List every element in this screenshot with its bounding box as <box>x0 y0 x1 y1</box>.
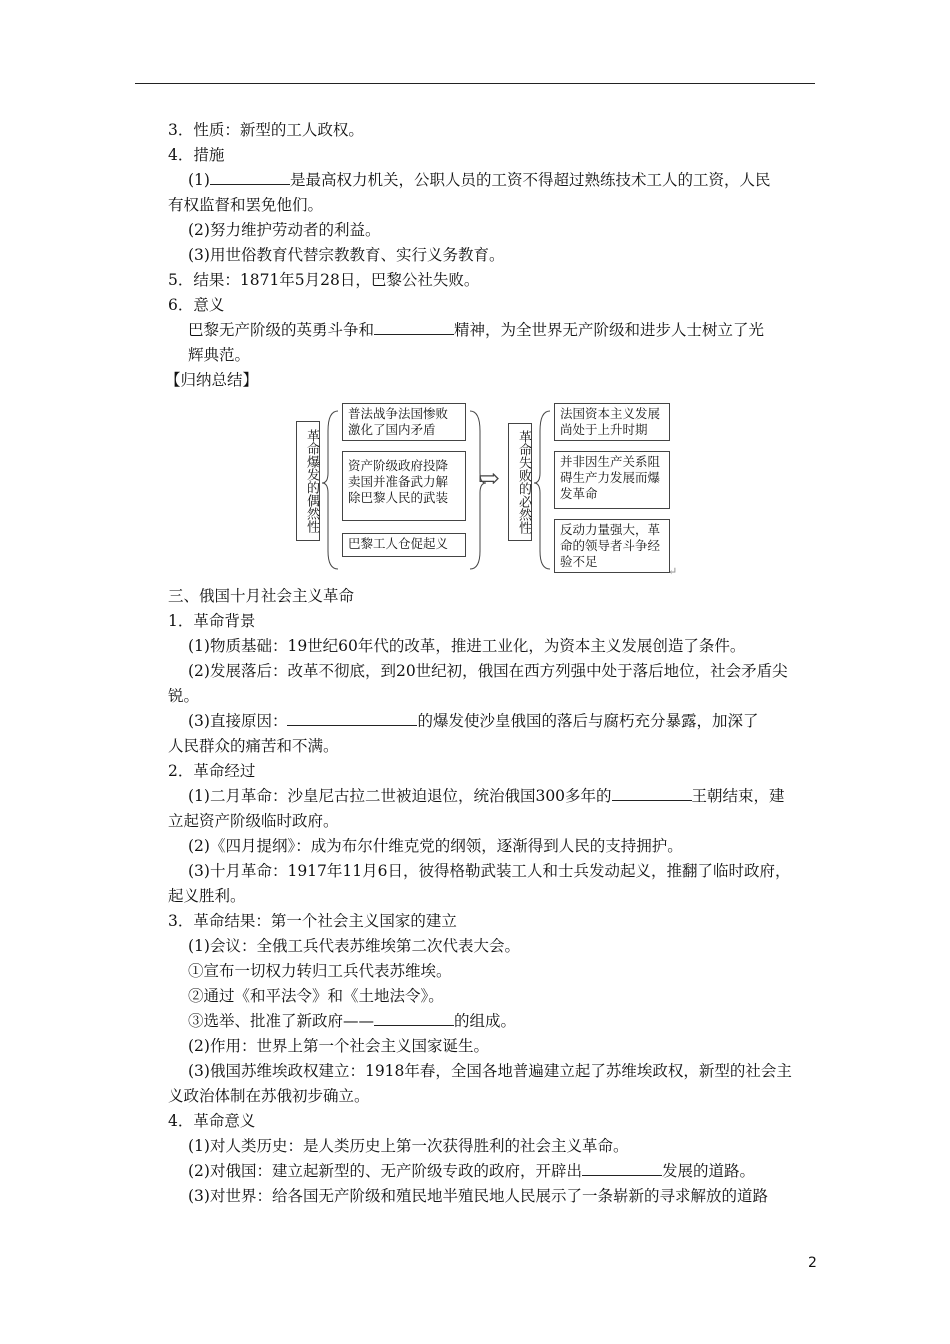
diagram-right-item: 反动力量强大，革命的领导者斗争经验不足 <box>554 519 670 573</box>
text-line: 5．结果：1871年5月28日，巴黎公社失败。 <box>168 271 480 289</box>
return-mark: ↵ <box>668 565 678 578</box>
text-line: 1．革命背景 <box>168 612 256 630</box>
diagram-right-item: 并非因生产关系阻碍生产力发展而爆发革命 <box>554 451 670 509</box>
diagram-right-item: 法国资本主义发展尚处于上升时期 <box>554 403 670 441</box>
text-line: ②通过《和平法令》和《土地法令》。 <box>188 987 444 1005</box>
text-line: 3．性质：新型的工人政权。 <box>168 121 364 139</box>
text-line: (2)作用：世界上第一个社会主义国家诞生。 <box>188 1037 489 1055</box>
fill-blank[interactable] <box>287 709 417 726</box>
text-line: (1)对人类历史：是人类历史上第一次获得胜利的社会主义革命。 <box>188 1137 629 1155</box>
text-line: ③选举、批准了新政府—— 的组成。 <box>168 1009 818 1034</box>
diagram-left-title: 革命爆发的偶然性 <box>296 421 320 541</box>
text-line: (1)会议：全俄工兵代表苏维埃第二次代表大会。 <box>188 937 520 955</box>
text-line: 人民群众的痛苦和不满。 <box>168 737 339 755</box>
text-line: (3)十月革命：1917年11月6日，彼得格勒武装工人和士兵发动起义，推翻了临时政府， <box>188 862 791 880</box>
page-number: 2 <box>808 1255 817 1271</box>
section-heading: 三、俄国十月社会主义革命 <box>168 587 355 605</box>
text-line: 锐。 <box>168 687 200 705</box>
text-line: 3．革命结果：第一个社会主义国家的建立 <box>168 912 457 930</box>
text-line: (1) 是最高权力机关，公职人员的工资不得超过熟练技术工人的工资，人民 <box>168 168 818 193</box>
text-line: (2)对俄国：建立起新型的、无产阶级专政的政府，开辟出 发展的道路。 <box>168 1159 818 1184</box>
text-line: (3)俄国苏维埃政权建立：1918年春，全国各地普遍建立起了苏维埃政权，新型的社会主 <box>188 1062 792 1080</box>
diagram-left-item: 资产阶级政府投降卖国并准备武力解除巴黎人民的武装 <box>342 451 466 521</box>
text-line: 起义胜利。 <box>168 887 246 905</box>
fill-blank[interactable] <box>374 1009 454 1026</box>
text-line: 6．意义 <box>168 296 225 314</box>
text-line: 立起资产阶级临时政府。 <box>168 812 339 830</box>
text-line: 4．措施 <box>168 146 225 164</box>
text-line: (3)直接原因： 的爆发使沙皇俄国的落后与腐朽充分暴露，加深了 <box>168 709 818 734</box>
text-line: 2．革命经过 <box>168 762 256 780</box>
left-brace-icon <box>322 401 342 576</box>
text-line: (2)努力维护劳动者的利益。 <box>188 221 381 239</box>
fill-blank[interactable] <box>612 784 692 801</box>
summary-diagram <box>296 401 676 576</box>
text-line: 义政治体制在苏俄初步确立。 <box>168 1087 370 1105</box>
text-line: (3)对世界：给各国无产阶级和殖民地半殖民地人民展示了一条崭新的寻求解放的道路 <box>188 1187 768 1205</box>
diagram-left-item: 巴黎工人仓促起义 <box>342 533 466 557</box>
document-body <box>165 118 818 1209</box>
text-line: 巴黎无产阶级的英勇斗争和 精神，为全世界无产阶级和进步人士树立了光 <box>168 318 818 343</box>
fill-blank[interactable] <box>582 1159 662 1176</box>
text-line: 4．革命意义 <box>168 1112 256 1130</box>
diagram-left-item: 普法战争法国惨败激化了国内矛盾 <box>342 403 466 441</box>
diagram-right-title: 革命失败的必然性 <box>508 423 532 541</box>
text-line: (2)《四月提纲》：成为布尔什维克党的纲领，逐渐得到人民的支持拥护。 <box>188 837 683 855</box>
section-heading: 【归纳总结】 <box>165 371 259 389</box>
text-line: (1)二月革命：沙皇尼古拉二世被迫退位，统治俄国300多年的 王朝结束，建 <box>168 784 818 809</box>
text-line: 有权监督和罢免他们。 <box>168 196 324 214</box>
fill-blank[interactable] <box>210 168 290 185</box>
text-line: 辉典范。 <box>188 346 251 364</box>
header-rule <box>135 83 815 84</box>
fill-blank[interactable] <box>374 318 454 335</box>
text-line: (3)用世俗教育代替宗教教育、实行义务教育。 <box>188 246 505 264</box>
text-line: (2)发展落后：改革不彻底，到20世纪初，俄国在西方列强中处于落后地位，社会矛盾尖 <box>188 662 788 680</box>
text-line: ①宣布一切权力转归工兵代表苏维埃。 <box>188 962 452 980</box>
text-line: (1)物质基础：19世纪60年代的改革，推进工业化，为资本主义发展创造了条件。 <box>188 637 746 655</box>
left-brace-icon <box>534 401 554 576</box>
arrow-icon: ⇨ <box>478 464 500 494</box>
